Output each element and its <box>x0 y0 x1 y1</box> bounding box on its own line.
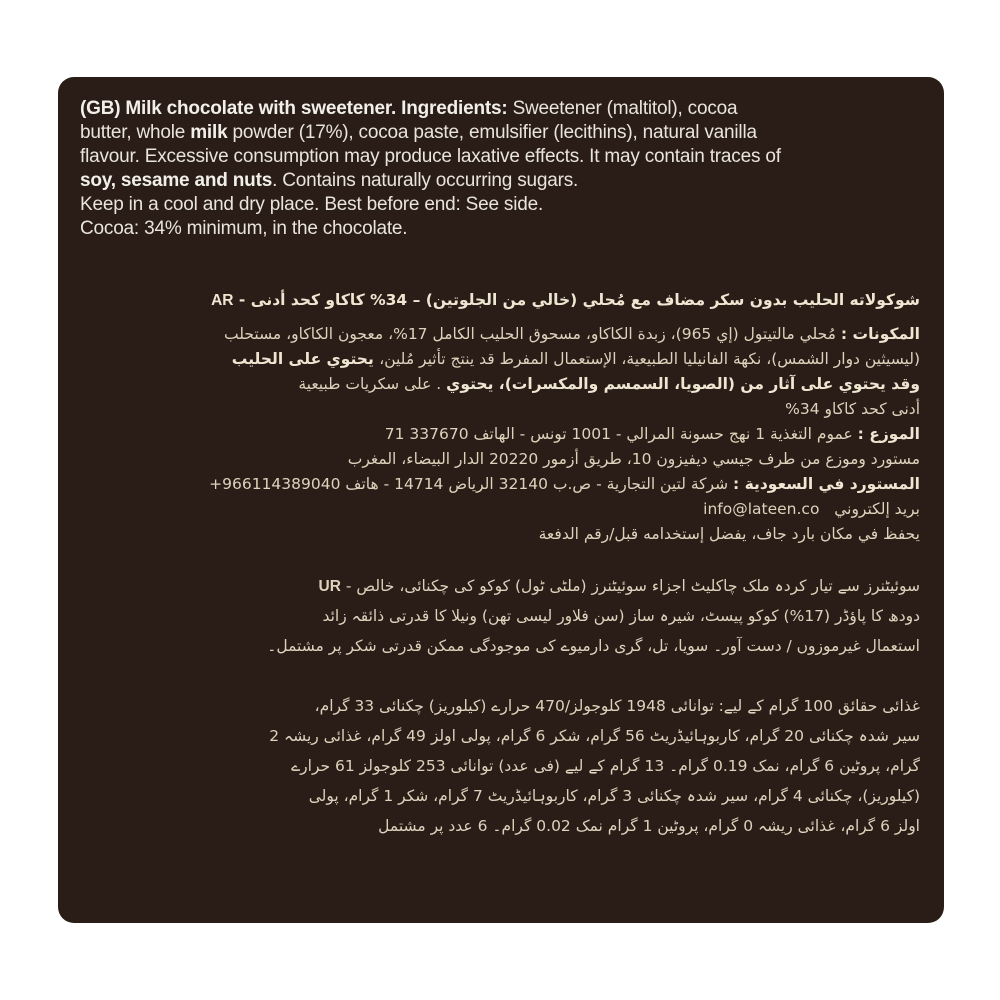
ar-cocoa: أدنى كحد كاكاو 34% <box>785 400 920 418</box>
english-ingredients <box>80 97 930 241</box>
email-address: info@lateen.co <box>703 500 820 518</box>
ar-saudi-importer: المستورد في السعودية : شركة لتين التجارية - ص.ب 32140 الرياض 14714 - هاتف 966114389040+ <box>209 475 920 493</box>
ar-distributor: الموزع : عموم التغذية 1 نهج حسونة المرالي - 1001 تونس - الهاتف 337670 71 <box>384 425 920 443</box>
ar-storage: يحفظ في مكان بارد جاف، يفضل إستخدامه قبل/رقم الدفعة <box>538 525 920 543</box>
en-line-1: (GB) Milk chocolate with sweetener. Ingredients: Sweetener (maltitol), cocoa <box>80 98 738 119</box>
nutrition-line-3: گرام، پروٹین 6 گرام، نمک 0.19 گرام۔ 13 گرام کے لیے (فی عدد) توانائی 253 کلوجولز 61 حرارے <box>291 757 920 775</box>
ar-title: AR - شوكولاته الحليب بدون سكر مضاف مع مُحلي (خالي من الجلوتين) – 34% كاكاو كحد أدنى <box>211 291 920 309</box>
ur-line-2: دودھ کا پاؤڈر (17%) کوکو پیسٹ، شیرہ ساز (سن فلاور لیسی تھن) ونیلا کا قدرتی ذائقہ زائد <box>322 607 920 625</box>
ur-line-3: استعمال غیرموزوں / دست آور۔ سویا، تل، گری دارمیوے کی موجودگی ممکن قدرتی شکر پر مشتمل۔ <box>267 637 920 655</box>
ar-ingredients-2: (ليسيثين دوار الشمس)، نكهة الفانيليا الطبيعية، الإستعمال المفرط قد ينتج تأثير مُلين، يحتوي على الحليب <box>231 350 920 368</box>
ar-ingredients-1: المكونات : مُحلي مالتيتول (إي 965)، زبدة الكاكاو، مسحوق الحليب الكامل 17%، معجون الكاكاو، مستحلب <box>224 325 920 343</box>
label-panel <box>58 77 944 923</box>
ur-line-1: UR - سوئیٹنرز سے تیار کردہ ملک چاکلیٹ اجزاء سوئیٹنرز (ملٹی ٹول) کوکو کی چکنائی، خالص <box>318 577 920 595</box>
en-line-6: Cocoa: 34% minimum, in the chocolate. <box>80 218 408 239</box>
en-line-2: butter, whole milk powder (17%), cocoa paste, emulsifier (lecithins), natural vanilla <box>80 122 757 143</box>
nutrition-line-5: اولز 6 گرام، غذائی ریشہ 0 گرام، پروٹین 1 گرام نمک 0.02 گرام۔ 6 عدد پر مشتمل <box>378 817 920 835</box>
en-line-3: flavour. Excessive consumption may produce laxative effects. It may contain traces of <box>80 146 781 167</box>
ar-manufacturer: مستورد وموزع من طرف جيسي ديفيزون 10، طريق أزمور 20220 الدار البيضاء، المغرب <box>347 450 920 468</box>
nutrition-line-4: (کیلوریز)، چکنائی 4 گرام، سیر شدہ چکنائی 3 گرام، کاربوہائیڈریٹ 7 گرام، شکر 1 گرام، پولی <box>308 787 920 805</box>
nutrition-line-1: غذائی حقائق 100 گرام کے لیے: توانائی 1948 کلوجولز/470 حرارے (کیلوریز) چکنائی 33 گرام، <box>314 697 920 715</box>
nutrition-line-2: سیر شدہ چکنائی 20 گرام، کاربوہائیڈریٹ 56 گرام، شکر 6 گرام، پولی اولز 49 گرام، غذائی ریشہ 2 <box>269 727 920 745</box>
ar-email: بريد إلكتروني info@lateen.co <box>703 500 920 518</box>
ar-ingredients-3: وقد يحتوي على آثار من (الصويا، السمسم والمكسرات)، يحتوي . على سكريات طبيعية <box>298 375 920 393</box>
en-allergens: soy, sesame and nuts <box>80 170 273 191</box>
en-line-4: soy, sesame and nuts. Contains naturally occurring sugars. <box>80 170 579 191</box>
en-heading: (GB) Milk chocolate with sweetener. Ingredients: <box>80 98 508 119</box>
en-line-5: Keep in a cool and dry place. Best before end: See side. <box>80 194 544 215</box>
